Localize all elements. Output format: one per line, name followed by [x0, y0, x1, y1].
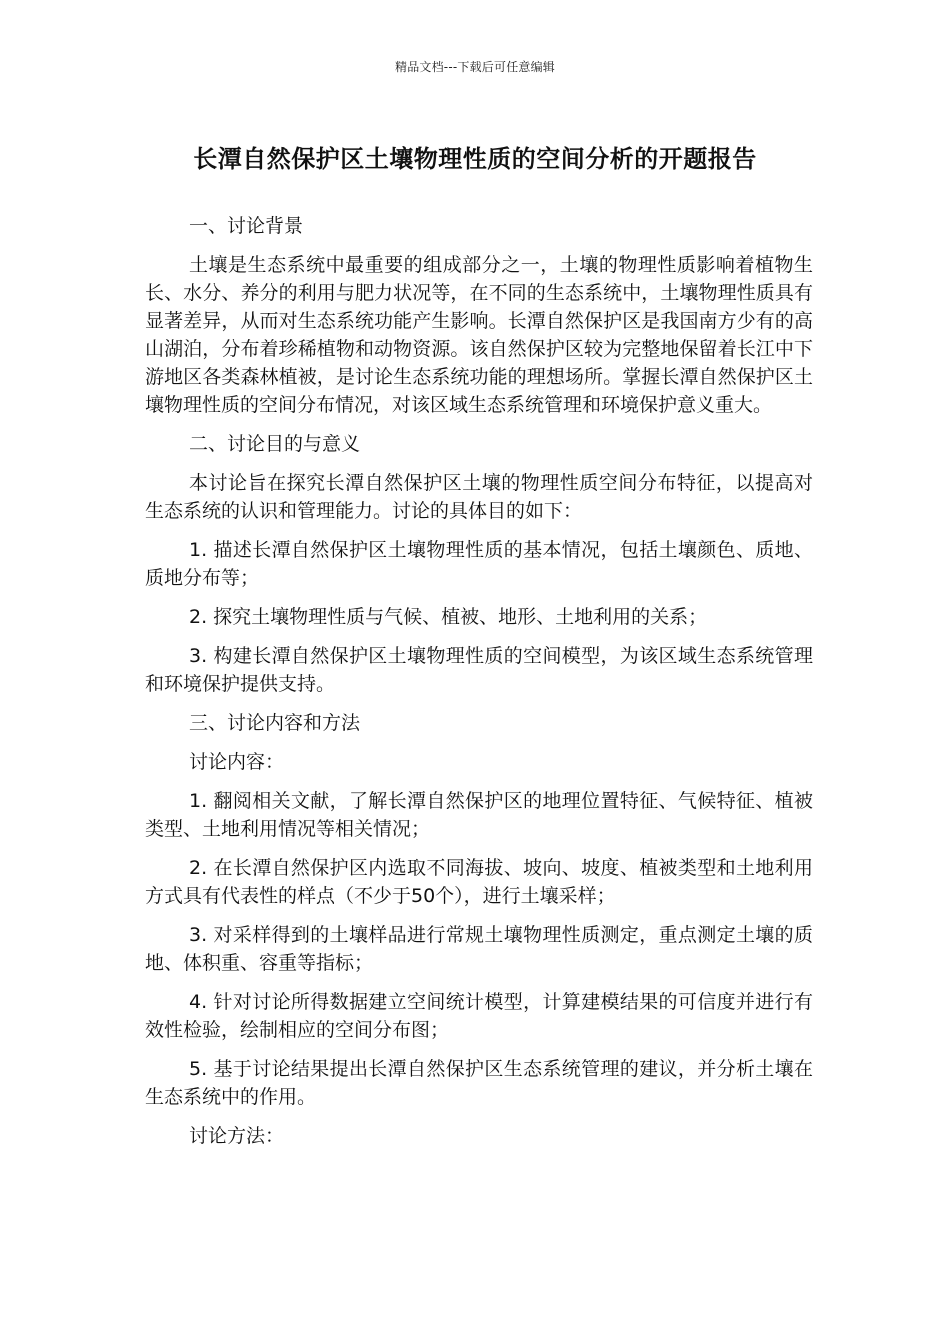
- content-item-1: 1. 翻阅相关文献，了解长潭自然保护区的地理位置特征、气候特征、植被类型、土地利用情况等相关情况；: [145, 790, 813, 840]
- content-item-5: 5. 基于讨论结果提出长潭自然保护区生态系统管理的建议，并分析土壤在生态系统中的作用。: [145, 1058, 813, 1108]
- content-item-2: 2. 在长潭自然保护区内选取不同海拔、坡向、坡度、植被类型和土地利用方式具有代表性的样点（不少于50个），进行土壤采样；: [145, 857, 813, 907]
- page-title: 长潭自然保护区土壤物理性质的空间分析的开题报告: [193, 145, 757, 173]
- section-heading-purpose: 二、讨论目的与意义: [189, 433, 361, 455]
- header-note: 精品文档---下载后可任意编辑: [395, 60, 555, 74]
- content-label: 讨论内容：: [189, 751, 285, 773]
- purpose-item-3: 3. 构建长潭自然保护区土壤物理性质的空间模型，为该区域生态系统管理和环境保护提供支持。: [145, 645, 813, 695]
- content-item-4: 4. 针对讨论所得数据建立空间统计模型，计算建模结果的可信度并进行有效性检验，绘制相应的空间分布图；: [145, 991, 813, 1041]
- section-heading-content-method: 三、讨论内容和方法: [189, 712, 361, 734]
- method-label: 讨论方法：: [189, 1125, 285, 1147]
- content-item-3: 3. 对采样得到的土壤样品进行常规土壤物理性质测定，重点测定土壤的质地、体积重、容重等指标；: [145, 924, 813, 974]
- document-body: [145, 212, 813, 1161]
- paragraph-background: 土壤是生态系统中最重要的组成部分之一，土壤的物理性质影响着植物生长、水分、养分的利用与肥力状况等，在不同的生态系统中，土壤物理性质具有显著差异，从而对生态系统功能产生影响。长潭自然保护区是我国南方少有的高山湖泊，分布着珍稀植物和动物资源。该自然保护区较为完整地保留着长江中下游地区各类森林植被，是讨论生态系统功能的理想场所。掌握长潭自然保护区土壤物理性质的空间分布情况，对该区域生态系统管理和环境保护意义重大。: [145, 254, 813, 416]
- paragraph-purpose: 本讨论旨在探究长潭自然保护区土壤的物理性质空间分布特征，以提高对生态系统的认识和管理能力。讨论的具体目的如下：: [145, 472, 813, 522]
- purpose-item-1: 1. 描述长潭自然保护区土壤物理性质的基本情况，包括土壤颜色、质地、质地分布等；: [145, 539, 813, 589]
- section-heading-background: 一、讨论背景: [189, 215, 304, 237]
- purpose-item-2: 2. 探究土壤物理性质与气候、植被、地形、土地利用的关系；: [189, 606, 708, 628]
